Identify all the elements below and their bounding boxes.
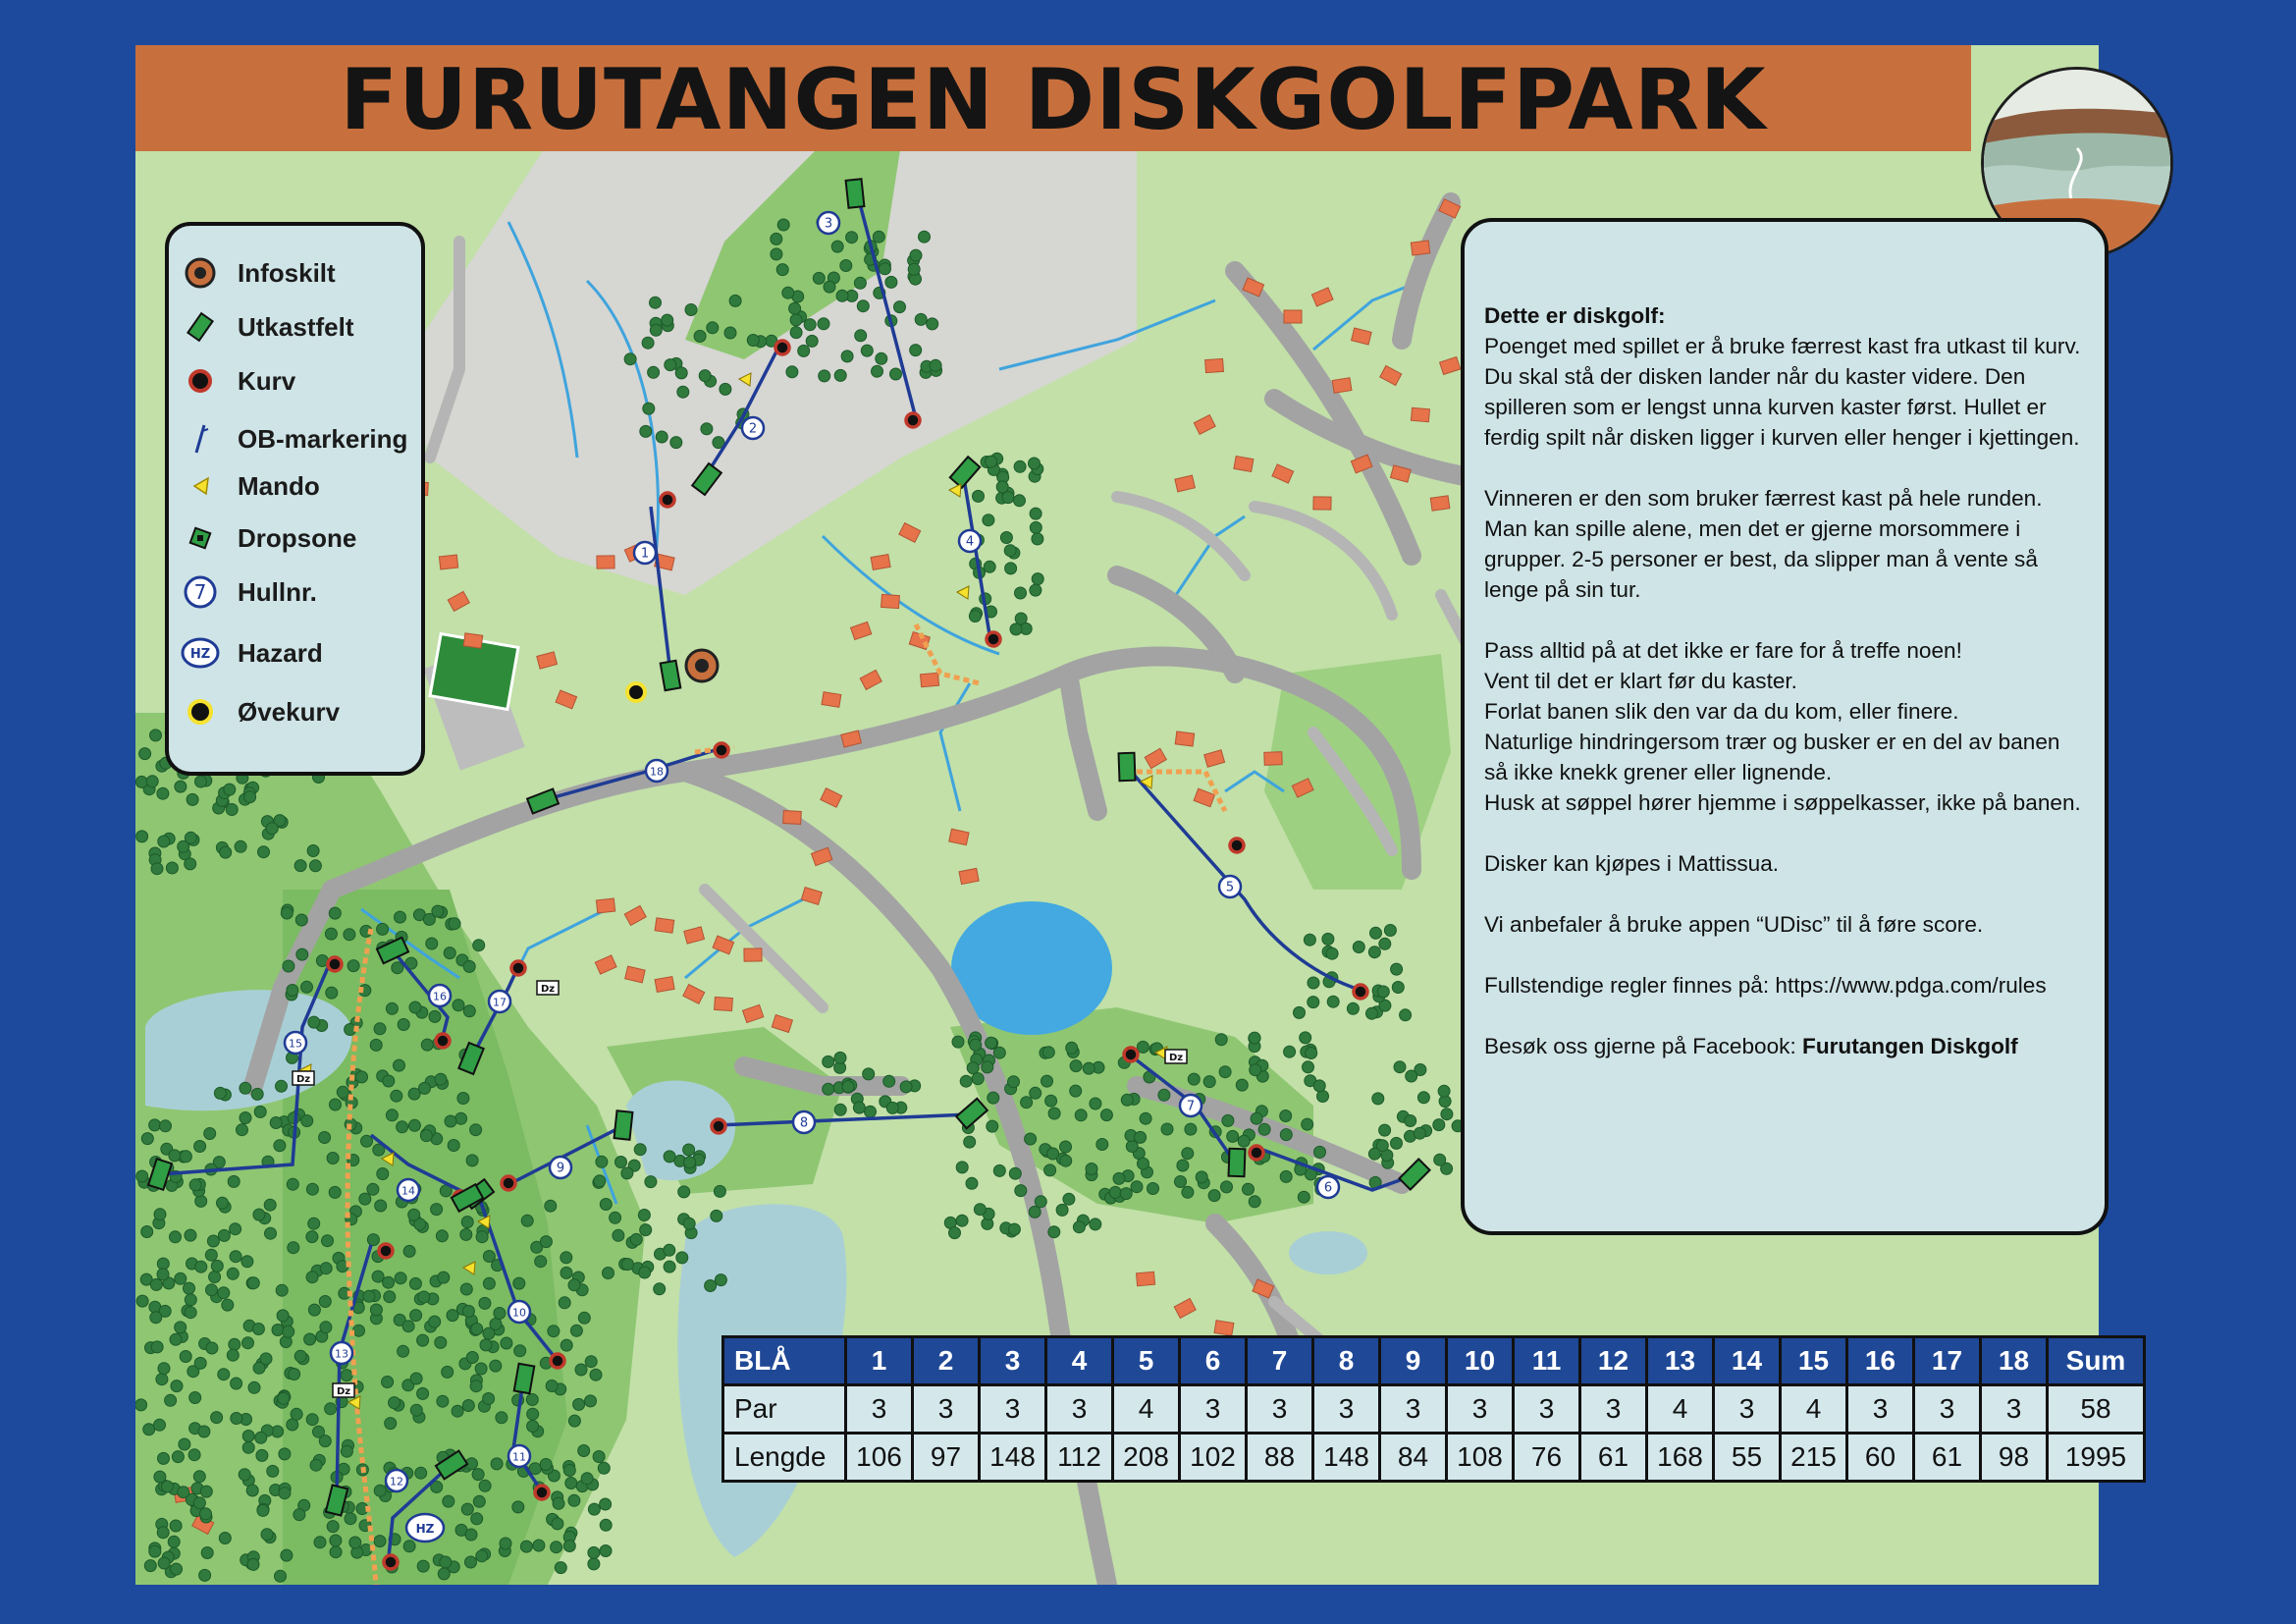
dropzone-marker <box>1165 1050 1187 1063</box>
svg-text:10: 10 <box>512 1306 526 1320</box>
hole-header-cell: 9 <box>1380 1337 1447 1385</box>
par-cell: 3 <box>1447 1385 1514 1434</box>
basket-icon <box>384 1555 398 1569</box>
hole-header-cell: 1 <box>846 1337 913 1385</box>
basket-icon <box>712 1119 725 1133</box>
facebook-name: Furutangen Diskgolf <box>1802 1034 2018 1058</box>
rule-item: Husk at søppel hører hjemme i søppelkasser, ikke på banen. <box>1484 790 2081 815</box>
hole-number-marker <box>1180 1095 1201 1116</box>
mando-icon <box>179 466 222 506</box>
basket-icon <box>661 493 674 507</box>
length-cell: 106 <box>846 1434 913 1482</box>
par-cell: 4 <box>1113 1385 1180 1434</box>
hole-header-cell: 6 <box>1180 1337 1247 1385</box>
infoskilt-icon <box>179 253 222 293</box>
length-cell: 98 <box>1981 1434 2048 1482</box>
legend-item <box>169 253 421 293</box>
title-bar <box>135 45 1971 151</box>
par-cell: 3 <box>913 1385 980 1434</box>
pond <box>1289 1231 1367 1274</box>
ovekurv-icon <box>179 692 222 731</box>
length-cell: 208 <box>1113 1434 1180 1482</box>
length-cell: 84 <box>1380 1434 1447 1482</box>
par-cell: 4 <box>1647 1385 1714 1434</box>
app-recommendation-text: Vi anbefaler å bruke appen “UDisc” til å føre score. <box>1484 912 1984 937</box>
hole-header-cell: 16 <box>1847 1337 1914 1385</box>
tee-pad-icon <box>1229 1149 1246 1177</box>
facebook-prefix: Besøk oss gjerne på Facebook: <box>1484 1034 1803 1058</box>
legend-label: Utkastfelt <box>238 312 354 342</box>
sum-header-cell: Sum <box>2048 1337 2145 1385</box>
hole-number-marker <box>331 1342 352 1364</box>
utkastfelt-icon <box>179 307 222 347</box>
hole-number-marker <box>386 1470 407 1491</box>
legend-item <box>169 633 421 673</box>
basket-icon <box>535 1486 549 1499</box>
legend-item <box>169 466 421 506</box>
info-panel <box>1461 218 2109 1235</box>
length-cell: 112 <box>1046 1434 1113 1482</box>
hole-header-cell: 15 <box>1781 1337 1847 1385</box>
hole-number-marker <box>1219 876 1241 897</box>
rule-item: Pass alltid på at det ikke er fare for å treffe noen! <box>1484 638 1962 663</box>
length-cell: 97 <box>913 1434 980 1482</box>
par-label: Par <box>723 1385 846 1434</box>
hole-number-icon <box>179 572 222 612</box>
length-cell: 148 <box>1313 1434 1380 1482</box>
scorecard-header-row <box>723 1337 2145 1385</box>
svg-text:17: 17 <box>493 996 507 1009</box>
tee-pad-icon <box>661 661 681 690</box>
hole-header-cell: 13 <box>1647 1337 1714 1385</box>
tee-pad-icon <box>1119 753 1136 782</box>
basket-icon <box>906 413 920 427</box>
map-legend <box>165 222 425 776</box>
info-paragraph-2: Vinneren er den som bruker færrest kast på hele runden. Man kan spille alene, men det er gjerne morsommere i grupper. 2-5 personer er best, da slipper man å vente så lenge på sin tur. <box>1484 486 2043 602</box>
length-cell: 61 <box>1580 1434 1647 1482</box>
svg-text:5: 5 <box>1225 880 1235 895</box>
length-cell: 168 <box>1647 1434 1714 1482</box>
basket-icon <box>1250 1146 1263 1160</box>
hole-number-marker <box>634 542 656 564</box>
hazard-icon <box>179 633 222 673</box>
svg-text:13: 13 <box>335 1347 348 1361</box>
hole-header-cell: 17 <box>1914 1337 1981 1385</box>
par-cell: 3 <box>1914 1385 1981 1434</box>
basket-icon <box>511 961 525 975</box>
hole-header-cell: 2 <box>913 1337 980 1385</box>
par-cell: 3 <box>1247 1385 1313 1434</box>
hole-header-cell: 8 <box>1313 1337 1380 1385</box>
hole-number-marker <box>959 530 981 552</box>
svg-text:4: 4 <box>965 534 975 550</box>
length-cell: 102 <box>1180 1434 1247 1482</box>
hole-number-marker <box>508 1301 530 1323</box>
par-cell: 3 <box>1380 1385 1447 1434</box>
par-cell: 3 <box>1847 1385 1914 1434</box>
kurv-icon <box>179 361 222 401</box>
length-cell: 215 <box>1781 1434 1847 1482</box>
svg-text:3: 3 <box>824 216 833 232</box>
par-cell: 3 <box>1046 1385 1113 1434</box>
par-cell: 4 <box>1781 1385 1847 1434</box>
basket-icon <box>436 1034 450 1048</box>
hole-header-cell: 14 <box>1714 1337 1781 1385</box>
par-sum-cell: 58 <box>2048 1385 2145 1434</box>
rules-link-text: Fullstendige regler finnes på: https://www.pdga.com/rules <box>1484 973 2047 998</box>
rule-item: Naturlige hindringersom trær og busker er en del av banen så ikke knekk grener eller lignende. <box>1484 730 2060 785</box>
svg-text:7: 7 <box>193 580 207 604</box>
basket-icon <box>328 957 342 971</box>
rule-item: Vent til det er klart før du kaster. <box>1484 669 1797 693</box>
legend-item <box>169 307 421 347</box>
basket-icon <box>1230 839 1244 852</box>
info-heading: Dette er diskgolf: <box>1484 303 1666 328</box>
page-title: FURUTANGEN DISKGOLFPARK <box>340 51 1767 149</box>
basket-icon <box>1354 985 1367 999</box>
length-cell: 148 <box>980 1434 1046 1482</box>
svg-text:2: 2 <box>748 421 758 437</box>
legend-item <box>169 419 421 459</box>
svg-text:Dz: Dz <box>540 984 556 995</box>
basket-icon <box>1124 1048 1138 1061</box>
dropsone-icon <box>179 518 222 558</box>
dropzone-marker <box>333 1383 354 1397</box>
hole-number-marker <box>818 212 839 234</box>
svg-text:HZ: HZ <box>415 1522 435 1536</box>
hole-header-cell: 3 <box>980 1337 1046 1385</box>
svg-text:6: 6 <box>1323 1180 1333 1196</box>
length-cell: 108 <box>1447 1434 1514 1482</box>
legend-item <box>169 572 421 612</box>
length-cell: 88 <box>1247 1434 1313 1482</box>
dropzone-marker <box>293 1071 314 1085</box>
practice-basket-icon <box>627 683 645 701</box>
legend-item <box>169 518 421 558</box>
hole-number-marker <box>793 1111 815 1133</box>
svg-text:7: 7 <box>1186 1099 1196 1114</box>
info-sign-icon <box>686 650 718 681</box>
hole-header-cell: 7 <box>1247 1337 1313 1385</box>
hole-number-marker <box>550 1157 571 1178</box>
info-paragraph-1: Poenget med spillet er å bruke færrest kast fra utkast til kurv. Du skal stå der disken lander når du kaster videre. Den spilleren som er lengst unna kurven kaster først. Hullet er ferdig spilt når disken ligger i kurven eller henger i kjettingen. <box>1484 334 2081 450</box>
legend-item <box>169 361 421 401</box>
length-cell: 60 <box>1847 1434 1914 1482</box>
svg-text:Dz: Dz <box>295 1074 311 1085</box>
tee-pad-icon <box>514 1364 535 1393</box>
legend-label: Infoskilt <box>238 258 336 288</box>
basket-icon <box>379 1244 393 1258</box>
hole-header-cell: 11 <box>1514 1337 1580 1385</box>
par-cell: 3 <box>1580 1385 1647 1434</box>
legend-label: Hazard <box>238 638 323 668</box>
basket-icon <box>987 632 1000 646</box>
svg-text:18: 18 <box>650 765 664 779</box>
legend-label: OB-markering <box>238 424 408 454</box>
hole-number-marker <box>398 1179 419 1201</box>
tee-label: BLÅ <box>723 1337 846 1385</box>
legend-label: Øvekurv <box>238 697 341 727</box>
par-cell: 3 <box>1514 1385 1580 1434</box>
tee-pad-icon <box>614 1110 633 1140</box>
length-cell: 76 <box>1514 1434 1580 1482</box>
basket-icon <box>502 1176 515 1190</box>
length-cell: 61 <box>1914 1434 1981 1482</box>
etiquette-rules <box>1484 635 2087 818</box>
basket-icon <box>715 743 728 757</box>
scorecard-length-row <box>723 1434 2145 1482</box>
par-cell: 3 <box>846 1385 913 1434</box>
legend-item <box>169 692 421 731</box>
svg-text:Dz: Dz <box>336 1386 351 1397</box>
rule-item: Forlat banen slik den var da du kom, eller finere. <box>1484 699 1959 724</box>
legend-label: Kurv <box>238 366 296 396</box>
svg-text:15: 15 <box>289 1037 302 1051</box>
hole-header-cell: 12 <box>1580 1337 1647 1385</box>
par-cell: 3 <box>980 1385 1046 1434</box>
par-cell: 3 <box>1313 1385 1380 1434</box>
par-cell: 3 <box>1714 1385 1781 1434</box>
svg-text:Dz: Dz <box>1168 1053 1184 1063</box>
svg-text:12: 12 <box>390 1475 403 1489</box>
scorecard-par-row <box>723 1385 2145 1434</box>
hole-number-marker <box>489 991 510 1012</box>
svg-text:HZ: HZ <box>189 647 211 662</box>
hole-header-cell: 10 <box>1447 1337 1514 1385</box>
length-cell: 55 <box>1714 1434 1781 1482</box>
hole-number-marker <box>285 1032 306 1054</box>
scorecard-table <box>721 1335 2146 1483</box>
legend-label: Mando <box>238 471 320 501</box>
hole-header-cell: 18 <box>1981 1337 2048 1385</box>
par-cell: 3 <box>1180 1385 1247 1434</box>
length-sum-cell: 1995 <box>2048 1434 2145 1482</box>
tee-pad-icon <box>846 179 865 208</box>
hole-number-marker <box>742 417 764 439</box>
ob-marking-icon <box>179 419 222 459</box>
basket-icon <box>775 341 789 354</box>
disc-purchase-text: Disker kan kjøpes i Mattissua. <box>1484 851 1780 876</box>
hole-number-marker <box>1317 1176 1339 1198</box>
svg-text:14: 14 <box>401 1184 415 1198</box>
hole-header-cell: 4 <box>1046 1337 1113 1385</box>
legend-label: Hullnr. <box>238 577 317 607</box>
svg-text:1: 1 <box>640 546 650 562</box>
legend-label: Dropsone <box>238 523 357 553</box>
length-label: Lengde <box>723 1434 846 1482</box>
dropzone-marker <box>537 981 559 995</box>
hole-number-marker <box>646 760 667 782</box>
basket-icon <box>551 1354 564 1368</box>
svg-text:8: 8 <box>799 1115 809 1131</box>
svg-text:11: 11 <box>512 1450 526 1464</box>
hole-number-marker <box>508 1445 530 1467</box>
svg-text:16: 16 <box>433 990 447 1003</box>
par-cell: 3 <box>1981 1385 2048 1434</box>
hazard-marker <box>406 1514 444 1542</box>
hole-number-marker <box>429 985 451 1006</box>
svg-text:9: 9 <box>556 1161 565 1176</box>
hole-header-cell: 5 <box>1113 1337 1180 1385</box>
